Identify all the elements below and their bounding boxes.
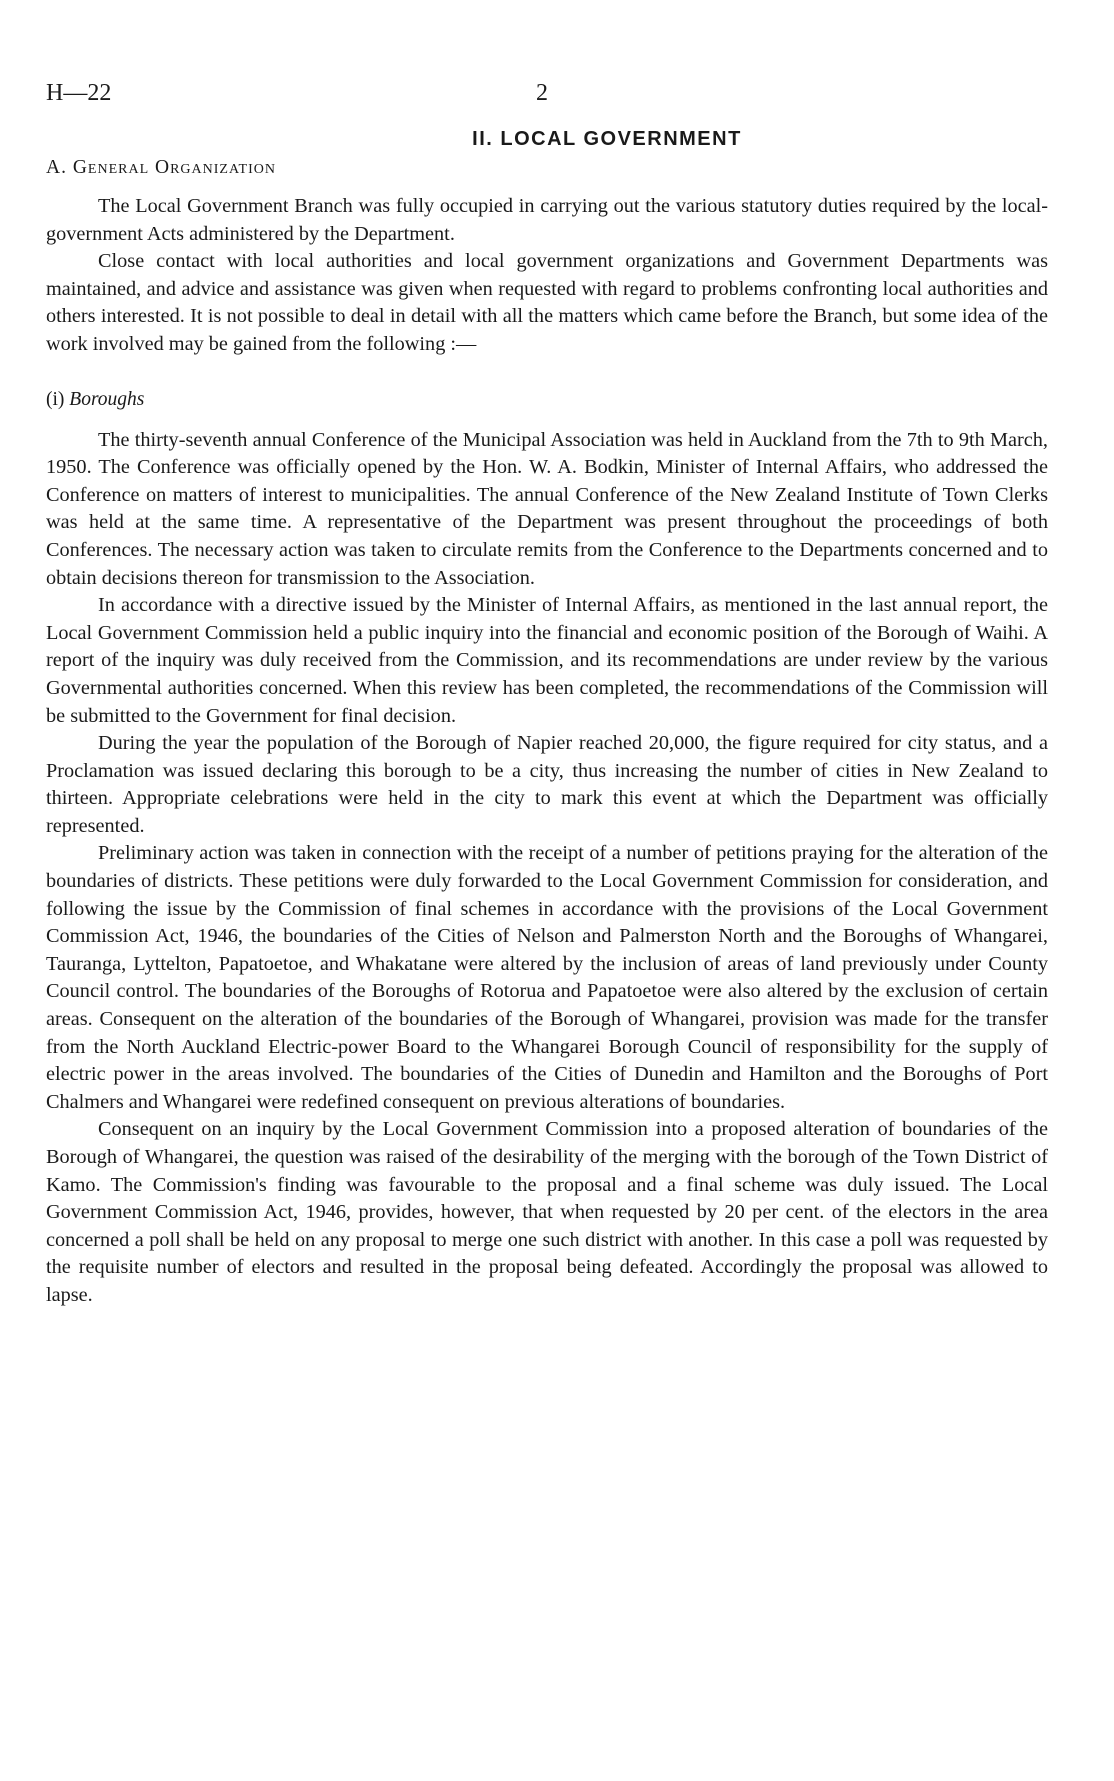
paragraph: Close contact with local authorities and local government organizations and Government Departments was maintained, and advice and assistance was given when requested with regard to problems confronting local authorities and others interested. It is not possible to deal in detail with all the matters which came before the Branch, but some idea of the work involved may be gained from the following :—	[46, 250, 1048, 355]
section-title: II. LOCAL GOVERNMENT	[472, 128, 742, 150]
document-page	[46, 80, 1048, 1310]
sub-heading-label: Boroughs	[69, 388, 145, 410]
paragraph: Preliminary action was taken in connection with the receipt of a number of petitions praying for the alteration of the boundaries of districts. These petitions were duly forwarded to the Local Government Commission for consideration, and following the issue by the Commission of final schemes in accordance with the provisions of the Local Government Commission Act, 1946, the boundaries of the Cities of Nelson and Palmerston North and the Boroughs of Whangarei, Tauranga, Lyttelton, Papatoetoe, and Whakatane were altered by the inclusion of areas of land previously under County Council control. The boundaries of the Boroughs of Rotorua and Papatoetoe were also altered by the exclusion of certain areas. Consequent on the alteration of the boundaries of the Borough of Whangarei, provision was made for the transfer from the North Auckland Electric-power Board to the Whangarei Borough Council of responsibility for the supply of electric power in the areas involved. The boundaries of the Cities of Dunedin and Hamilton and the Boroughs of Port Chalmers and Whangarei were redefined consequent on previous alterations of boundaries.	[46, 842, 1048, 1113]
paragraph: The Local Government Branch was fully occupied in carrying out the various statutory duties required by the local-government Acts administered by the Department.	[46, 195, 1048, 245]
paragraph: In accordance with a directive issued by the Minister of Internal Affairs, as mentioned in the last annual report, the Local Government Commission held a public inquiry into the financial and economic position of the Borough of Waihi. A report of the inquiry was duly received from the Commission, and its recommendations are under review by the various Governmental authorities concerned. When this review has been completed, the recommendations of the Commission will be submitted to the Government for final decision.	[46, 594, 1048, 727]
sub-heading-number: (i)	[46, 388, 65, 410]
paragraph: During the year the population of the Borough of Napier reached 20,000, the figure required for city status, and a Proclamation was issued declaring this borough to be a city, thus increasing the number of cities in New Zealand to thirteen. Appropriate celebrations were held in the city to mark this event at which the Department was officially represented.	[46, 732, 1048, 837]
subsection-heading-general-organization: A. General Organization	[46, 157, 276, 178]
paragraph: The thirty-seventh annual Conference of the Municipal Association was held in Auckland from the 7th to 9th March, 1950. The Conference was officially opened by the Hon. W. A. Bodkin, Minister of Internal Affairs, who addressed the Conference on matters of interest to municipalities. The annual Conference of the New Zealand Institute of Town Clerks was held at the same time. A representative of the Department was present throughout the proceedings of both Conferences. The necessary action was taken to circulate remits from the Conference to the Departments concerned and to obtain decisions thereon for transmission to the Association.	[46, 428, 1048, 589]
running-head	[46, 80, 1048, 120]
document-reference: H—22	[46, 80, 112, 106]
page-number: 2	[536, 80, 548, 106]
sub-heading-boroughs	[46, 389, 1048, 411]
paragraph: Consequent on an inquiry by the Local Government Commission into a proposed alteration of boundaries of the Borough of Whangarei, the question was raised of the desirability of the merging with the borough of the Town District of Kamo. The Commission's finding was favourable to the proposal and a final scheme was duly issued. The Local Government Commission Act, 1946, provides, however, that when requested by 20 per cent. of the electors in the area concerned a poll shall be held on any proposal to merge one such district with another. In this case a poll was requested by the requisite number of electors and resulted in the proposal being defeated. Accordingly the proposal was allowed to lapse.	[46, 1118, 1048, 1306]
